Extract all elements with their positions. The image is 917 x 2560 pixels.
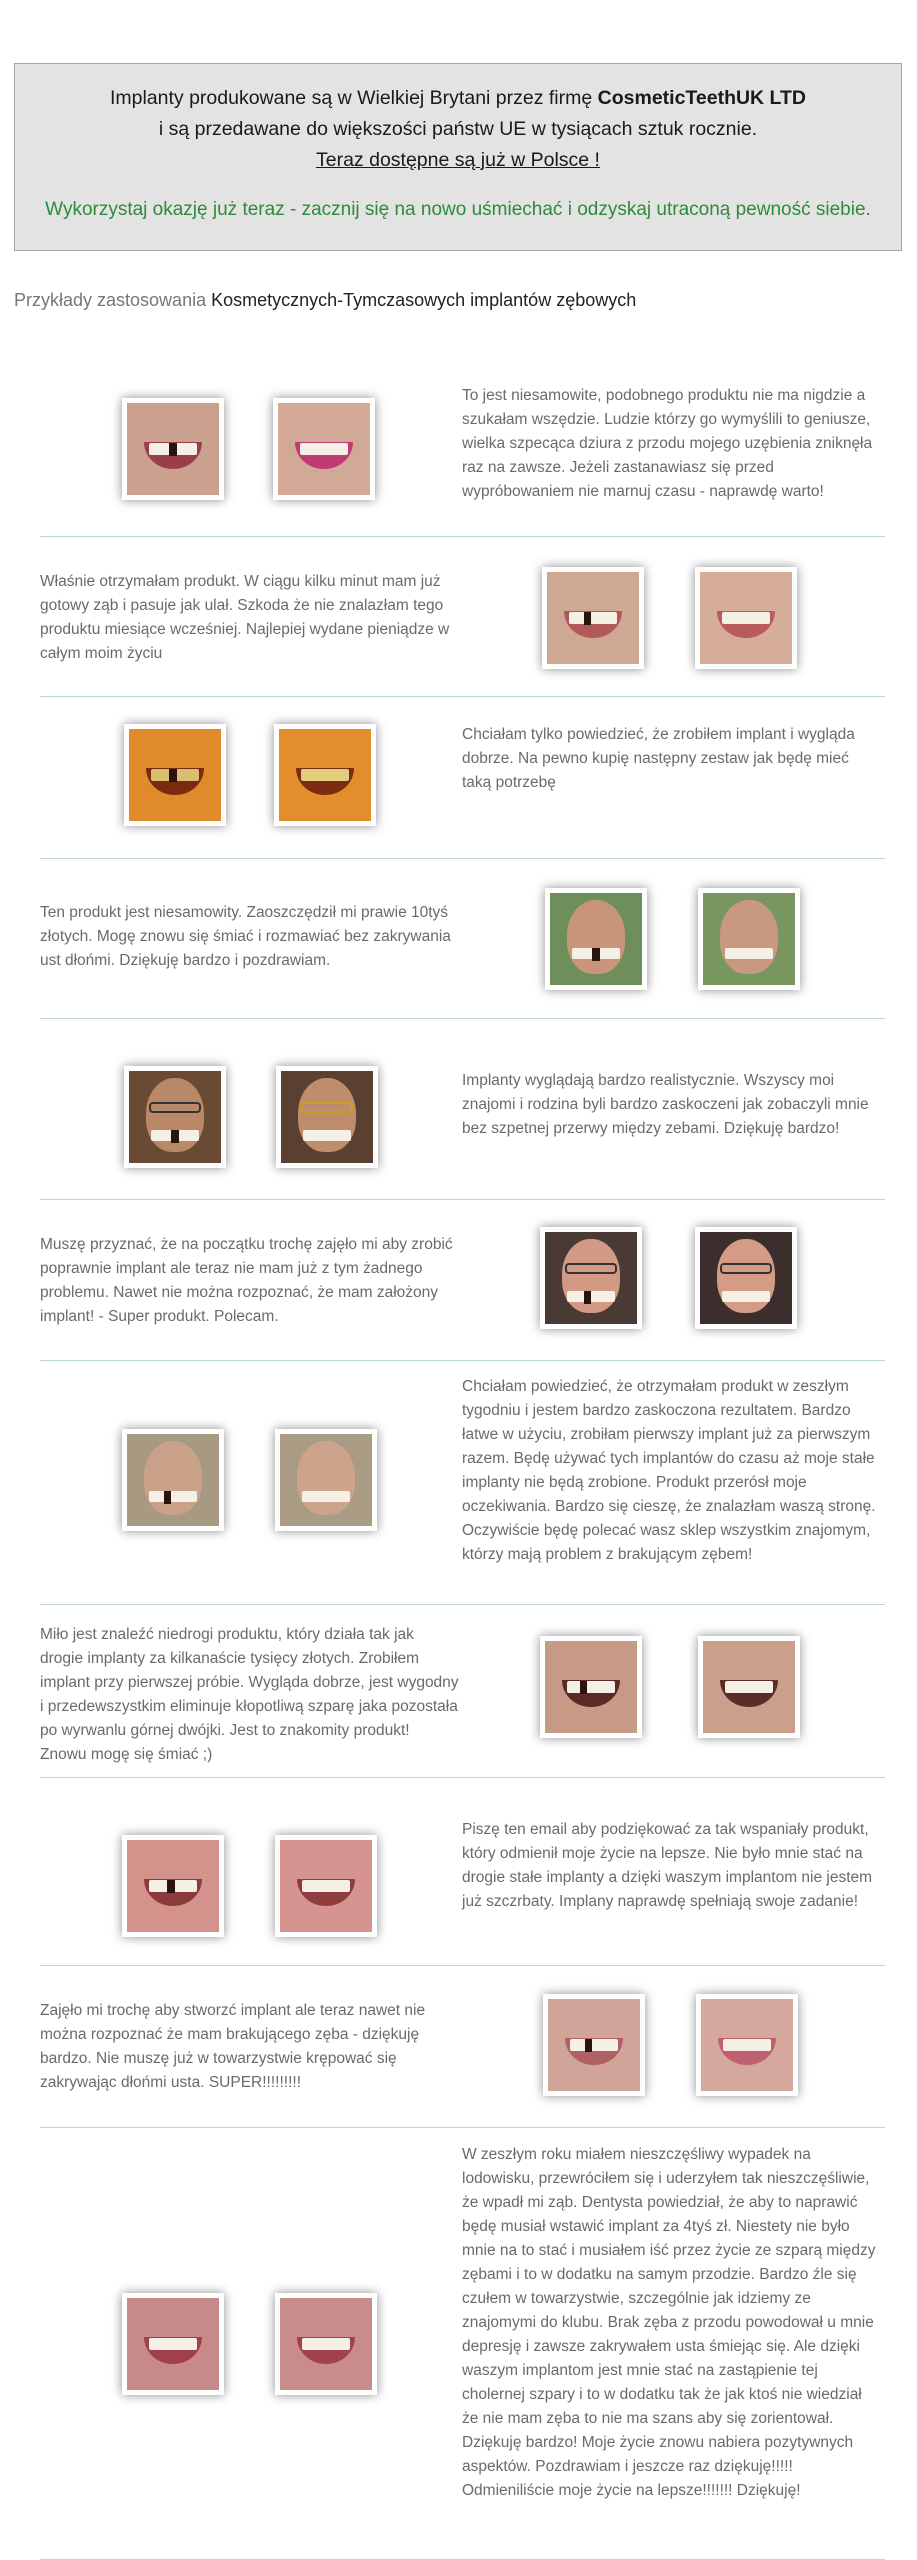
info-line-2: i są przedawane do większości państw UE w tysiącach sztuk rocznie.: [158, 118, 758, 140]
info-line-1: [15, 83, 901, 114]
testimonial-text: Piszę ten email aby podziękować za tak wspaniały produkt, który odmienił moje życie na lepsze. Nie było mnie stać na drogie stałe implanty a dzięki waszym implantom nie jestem już szczrbaty. Implany naprawdę spełniają swoje zadanie!: [462, 1821, 873, 1910]
testimonial-11: [40, 2128, 885, 2560]
testimonial-2: [40, 537, 885, 697]
testimonial-text: Chciałam tylko powiedzieć, że zrobiłem implant i wygląda dobrze. Na pewno kupię następny zestaw jak będę mieć taką potrzebę: [462, 726, 855, 791]
testimonial-10: [40, 1966, 885, 2128]
info-line-3-underlined: Teraz dostępne są już w Polsce !: [316, 149, 600, 171]
before-photo: [124, 724, 226, 826]
testimonial-7: [40, 1361, 885, 1605]
before-photo: [122, 2293, 224, 2395]
testimonial-6: [40, 1200, 885, 1361]
info-line-1-prefix: Implanty produkowane są w Wielkiej Brytani przez firmę: [109, 87, 598, 109]
after-photo: [276, 1066, 378, 1168]
after-photo: [695, 567, 797, 669]
info-box: [14, 63, 902, 251]
testimonial-text: Muszę przyznać, że na początku trochę zajęło mi aby zrobić poprawnie implant ale teraz nie mam już z tym żadnego problemu. Nawet nie można rozpoznać, że mam założony implant! - Super produkt. Polecam.: [40, 1236, 453, 1325]
testimonial-text: Zajęło mi trochę aby stworzć implant ale teraz nawet nie można rozpoznać że mam brakującego zęba - dziękuję bardzo. Nie muszę już w towarzystwie krępować się zakrywając dłońmi usta. SUPER!!!!!!!!!: [40, 2002, 426, 2091]
section-title-emphasis: Kosmetycznych-Tymczasowych implantów zębowych: [211, 290, 637, 310]
after-photo: [275, 1835, 377, 1937]
before-photo: [540, 1636, 642, 1738]
section-title: [14, 290, 636, 311]
before-photo: [124, 1066, 226, 1168]
after-photo: [275, 2293, 377, 2395]
testimonial-9: [40, 1778, 885, 1966]
testimonial-text: To jest niesamowite, podobnego produktu nie ma nigdzie a szukałam wszędzie. Ludzie którzy go wymyślili to geniusze, wielka szpecąca dziura z przodu mojego uzębienia zniknęła raz na zawsze. Jeżeli zastanawiasz się przed wypróbowaniem nie marnuj czasu - naprawdę warto!: [462, 387, 873, 500]
before-photo: [545, 888, 647, 990]
testimonial-text: Ten produkt jest niesamowity. Zaoszczędził mi prawie 10tyś złotych. Mogę znowu się śmiać i rozmawiać bez zakrywania ust dłońmi. Dziękuję bardzo i pozdrawiam.: [40, 904, 451, 969]
after-photo: [275, 1429, 377, 1531]
testimonial-text: Właśnie otrzymałam produkt. W ciągu kilku minut mam już gotowy ząb i pasuje jak ulał. Szkoda że nie znalazłam tego produktu miesiące wcześniej. Najlepiej wydane pieniądze w całym moim życiu: [40, 573, 450, 662]
testimonial-text: Chciałam powiedzieć, że otrzymałam produkt w zeszłym tygodniu i jestem bardzo zaskoczona rezultatem. Bardzo łatwe w użyciu, zrobiłam pierwszy implant już za pierwszym razem. Będę używać tych implantów do czasu aż moje stałe implanty nie będą zrobione. Produkt przerósł moje oczekiwania. Bardzo się cieszę, że znalazłam waszą stronę. Oczywiście będę polecać wasz sklep wszystkim znajomym, którzy mają problem z brakującym zębem!: [462, 1378, 876, 1563]
after-photo: [698, 1636, 800, 1738]
testimonial-text: Implanty wyglądają bardzo realistycznie. Wszyscy moi znajomi i rodzina byli bardzo zaskoczeni jak zobaczyli mnie bez szpetnej przerwy między zebami. Dziękuję bardzo!: [462, 1072, 869, 1137]
before-photo: [122, 1429, 224, 1531]
testimonial-4: [40, 859, 885, 1019]
after-photo: [695, 1227, 797, 1329]
before-photo: [543, 1994, 645, 2096]
before-photo: [540, 1227, 642, 1329]
testimonial-5: [40, 1019, 885, 1200]
company-name: CosmeticTeethUK LTD: [597, 87, 807, 109]
before-photo: [122, 398, 224, 500]
info-line-4-cta: Wykorzystaj okazję już teraz - zacznij się na nowo uśmiechać i odzyskaj utraconą pewność siebie.: [45, 199, 871, 220]
testimonial-8: [40, 1605, 885, 1778]
before-photo: [122, 1835, 224, 1937]
testimonial-3: [40, 697, 885, 859]
testimonial-text: W zeszłym roku miałem nieszczęśliwy wypadek na lodowisku, przewróciłem się i uderzyłem tak nieszczęśliwie, że wpadł mi ząb. Dentysta powiedział, że aby to naprawić będę musiał wstawić implant za 4tyś zł. Niestety nie było mnie na to stać i musiałem iść przez życie ze szparą między zębami i to w dodatku na samym przodzie. Bardzo źle się czułem w towarzystwie, szczególnie jak idziemy ze znajomymi do klubu. Brak zęba z przodu powodował u mnie depresję i zawsze zakrywałem usta śmiejąc się. Ale dzięki waszym implantom jest mnie stać na zastąpienie tej cholernej szpary i to w dodatku tak że jak ktoś nie wiedział że nie mam zęba to nie ma szans aby się zorientował. Dziękuję bardzo! Moje życie znowu nabiera pozytywnych aspektów. Pozdrawiam i jeszcze raz dziękuję!!!!! Odmieniliście moje życie na lepsze!!!!!!! Dziękuję!: [462, 2146, 876, 2499]
testimonial-1: [40, 370, 885, 537]
testimonial-text: Miło jest znaleźć niedrogi produktu, który działa tak jak drogie implanty za kilkanaście tysięcy złotych. Zrobiłem implant przy pierwszej próbie. Wygląda dobrze, jest wygodny i przedewszystkim eliminuje kłopotliwą szparę jaka pozostała po wyrwanlu górnej dwójki. Jest to znakomity produkt! Znowu mogę się śmiać ;): [40, 1626, 459, 1763]
after-photo: [274, 724, 376, 826]
after-photo: [696, 1994, 798, 2096]
section-title-prefix: Przykłady zastosowania: [14, 290, 212, 310]
after-photo: [698, 888, 800, 990]
after-photo: [273, 398, 375, 500]
before-photo: [542, 567, 644, 669]
